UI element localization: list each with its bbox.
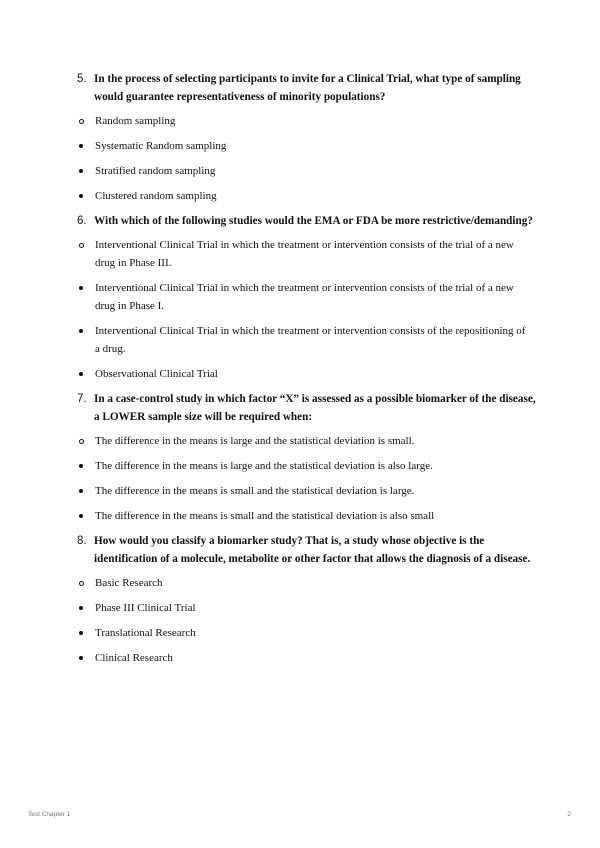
page-number: 2 — [567, 811, 571, 818]
page-footer — [28, 811, 571, 818]
bullet-dot-icon — [78, 649, 95, 667]
answer-option[interactable] — [78, 322, 528, 358]
answer-option[interactable] — [78, 599, 528, 617]
bullet-dot-icon — [78, 162, 95, 180]
answer-option[interactable] — [78, 187, 528, 205]
bullet-dot-icon — [78, 279, 95, 315]
bullet-dot-icon — [78, 507, 95, 525]
answer-option[interactable] — [78, 432, 528, 450]
answer-option-label: Stratified random sampling — [95, 165, 216, 177]
bullet-dot-icon — [78, 365, 95, 383]
answer-option[interactable] — [78, 137, 528, 155]
bullet-dot-icon — [78, 187, 95, 205]
question-text: In a case-control study in which factor “X” is assessed as a possible biomarker of the disease, a LOWER sample size will be required when: — [94, 393, 536, 423]
answer-option[interactable] — [78, 507, 528, 525]
answer-option-label: Systematic Random sampling — [95, 140, 227, 152]
question-7 — [77, 390, 537, 426]
question-6 — [77, 212, 537, 230]
answer-option-label: Basic Research — [95, 577, 163, 589]
answer-option-label: Observational Clinical Trial — [95, 368, 218, 380]
answer-option[interactable] — [78, 457, 528, 475]
question-5 — [77, 70, 537, 106]
answer-option-label: Phase III Clinical Trial — [95, 602, 196, 614]
answer-option-label: The difference in the means is small and the statistical deviation is also small — [95, 510, 435, 522]
answer-option[interactable] — [78, 574, 528, 592]
answer-option-label: Interventional Clinical Trial in which the treatment or intervention consists of the repositioning of a drug. — [95, 325, 526, 355]
answer-option[interactable] — [78, 365, 528, 383]
question-text: How would you classify a biomarker study? That is, a study whose objective is the identification of a molecule, metabolite or other factor that allows the diagnosis of a disease. — [94, 535, 531, 565]
answer-option[interactable] — [78, 162, 528, 180]
bullet-dot-icon — [78, 482, 95, 500]
question-number: 7. — [77, 393, 87, 405]
bullet-dot-icon — [78, 137, 95, 155]
bullet-dot-icon — [78, 322, 95, 358]
answer-option-label: Clustered random sampling — [95, 190, 217, 202]
answer-option[interactable] — [78, 649, 528, 667]
answer-option[interactable] — [78, 624, 528, 642]
question-text: In the process of selecting participants to invite for a Clinical Trial, what type of sampling would guarantee representativeness of minority populations? — [94, 73, 521, 103]
answer-option[interactable] — [78, 112, 528, 130]
answer-option-label: The difference in the means is large and the statistical deviation is also large. — [95, 460, 433, 472]
answer-option[interactable] — [78, 236, 528, 272]
radio-circle-icon — [78, 236, 95, 272]
answer-option-label: The difference in the means is small and the statistical deviation is large. — [95, 485, 415, 497]
answer-option-label: The difference in the means is large and the statistical deviation is small. — [95, 435, 415, 447]
footer-title: Test Chapter 1 — [28, 811, 71, 818]
question-number: 5. — [77, 73, 87, 85]
bullet-dot-icon — [78, 599, 95, 617]
answer-option-label: Translational Research — [95, 627, 196, 639]
answer-option[interactable] — [78, 279, 528, 315]
question-list — [0, 70, 600, 674]
answer-option[interactable] — [78, 482, 528, 500]
answer-option-label: Interventional Clinical Trial in which the treatment or intervention consists of the trial of a new drug in Phase I. — [95, 282, 514, 312]
radio-circle-icon — [78, 574, 95, 592]
bullet-dot-icon — [78, 457, 95, 475]
answer-option-label: Clinical Research — [95, 652, 173, 664]
answer-option-label: Random sampling — [95, 115, 176, 127]
question-8 — [77, 532, 537, 568]
question-number: 8. — [77, 535, 87, 547]
question-number: 6. — [77, 215, 87, 227]
question-text: With which of the following studies would the EMA or FDA be more restrictive/demanding? — [94, 215, 533, 227]
bullet-dot-icon — [78, 624, 95, 642]
answer-option-label: Interventional Clinical Trial in which the treatment or intervention consists of the trial of a new drug in Phase III. — [95, 239, 514, 269]
radio-circle-icon — [78, 112, 95, 130]
radio-circle-icon — [78, 432, 95, 450]
